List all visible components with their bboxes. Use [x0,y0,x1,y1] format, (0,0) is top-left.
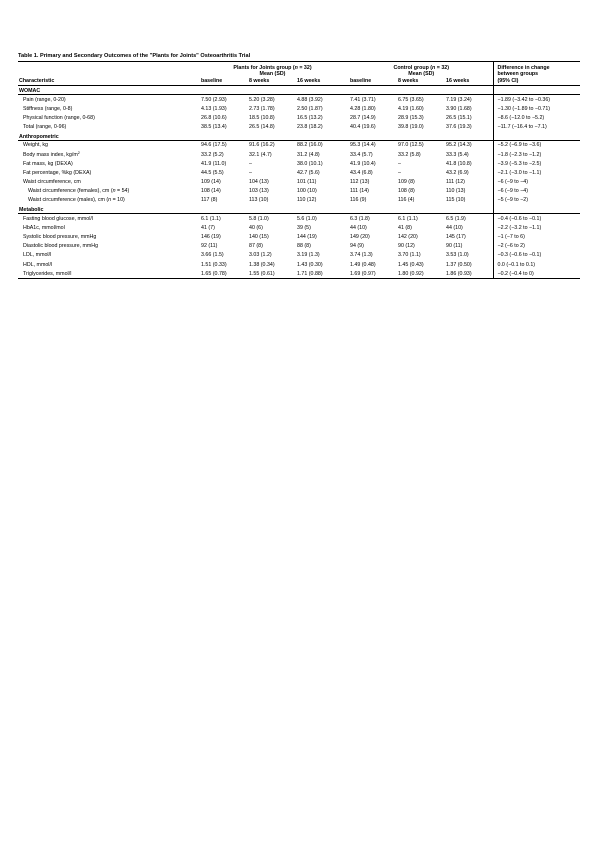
group2-16weeks-header: 16 weeks [445,77,493,86]
section-title: Anthropometric [18,132,200,141]
pfj-16weeks-value: 39 (5) [297,224,311,231]
section-spacer [445,86,493,95]
pfj-16weeks-value: 1.43 (0.30) [297,261,323,268]
table-row [18,95,580,105]
row-label [18,104,200,113]
control-8weeks-value: – [398,160,401,167]
outcomes-table-container [18,53,580,279]
pfj-baseline-value: 146 (19) [201,234,221,241]
control-baseline-value: 111 (14) [350,188,369,195]
control-16weeks-value: 26.5 (15.1) [446,114,472,121]
pfj-16weeks-value: 42.7 (5.6) [297,169,320,176]
pfj-8weeks-value: 1.38 (0.34) [249,261,275,268]
section-spacer [296,132,344,141]
table-row [18,140,580,150]
control-8weeks-value: 39.8 (19.0) [398,124,424,131]
row-label [18,260,200,269]
section-spacer [349,86,397,95]
pfj-16weeks-value: 1.71 (0.88) [296,269,344,279]
difference-value: −3.9 (−5.3 to −2.5) [493,159,580,168]
control-baseline-value: 112 (13) [350,179,370,186]
row-label [18,113,200,122]
row-label-superscript: 2 [77,150,80,155]
table-row [18,214,580,224]
control-16weeks-value: 1.37 (0.50) [446,261,472,268]
group1-mean-sd: Mean (SD) [259,71,286,77]
table-row [18,104,580,113]
control-baseline-value: 6.3 (1.8) [350,215,370,222]
row-label-text: Waist circumference, cm [23,179,81,186]
control-16weeks-value: 111 (12) [446,179,465,186]
pfj-baseline-value: 41.9 (11.0) [201,160,227,167]
difference-value: −0.3 (−0.6 to −0.1) [493,251,580,260]
control-16weeks-value: 1.86 (0.93) [445,269,493,279]
table-row [18,150,580,159]
row-label [18,95,200,105]
control-16weeks-value: 115 (10) [446,197,466,204]
row-label-text: HbA1c, mmol/mol [23,224,65,231]
section-spacer [397,205,445,214]
control-16weeks-value: 33.3 (5.4) [446,151,469,158]
control-16weeks-value: 43.2 (6.9) [446,169,469,176]
row-label [18,196,200,205]
diff-header-line2: between groups [493,71,580,77]
pfj-baseline-value: 3.66 (1.5) [201,252,224,259]
row-label-text: Waist circumference (females), cm (n = 54) [28,188,130,195]
difference-value: −1.89 (−3.42 to −0.36) [493,95,580,105]
table-row [18,242,580,251]
table-row [18,159,580,168]
outcomes-table [18,62,580,279]
control-baseline-value: 4.28 (1.80) [350,105,376,112]
row-label-text: Triglycerides, mmol/l [23,270,72,277]
pfj-8weeks-value: – [249,169,252,176]
difference-value: −0.4 (−0.6 to −0.1) [493,214,580,224]
difference-value: −2 (−6 to 2) [493,242,580,251]
pfj-8weeks-value: 103 (13) [249,188,269,195]
control-8weeks-value: 97.0 (12.5) [398,142,424,149]
table-row [18,260,580,269]
group1-baseline-header: baseline [200,77,248,86]
control-16weeks-value: 110 (13) [446,188,466,195]
control-baseline-value: 40.4 (19.6) [350,124,376,131]
pfj-baseline-value: 1.65 (0.78) [200,269,248,279]
row-label-text: Weight, kg [23,142,48,149]
control-8weeks-value: 90 (12) [398,243,415,250]
pfj-8weeks-value: 1.55 (0.61) [248,269,296,279]
pfj-16weeks-value: 144 (19) [297,234,317,241]
pfj-8weeks-value: 26.5 (14.8) [249,124,275,131]
section-spacer [493,205,580,214]
control-16weeks-value: 90 (11) [446,243,463,250]
diff-header-line1: Difference in change [493,62,580,71]
section-row [18,132,580,141]
pfj-16weeks-value: 31.2 (4.8) [297,151,320,158]
control-baseline-value: 33.4 (5.7) [350,151,373,158]
row-label [18,242,200,251]
pfj-8weeks-value: 3.03 (1.2) [249,252,272,259]
control-8weeks-value: 6.75 (3.65) [398,96,424,103]
pfj-baseline-value: 33.2 (5.2) [201,151,224,158]
row-label-text: Systolic blood pressure, mmHg [23,234,97,241]
section-spacer [445,132,493,141]
table-row [18,178,580,187]
difference-value: −5 (−9 to −2) [493,196,580,205]
pfj-16weeks-value: 4.88 (3.92) [297,96,323,103]
section-spacer [349,132,397,141]
section-spacer [397,86,445,95]
row-label-text: Total (range, 0-96) [23,124,67,131]
control-baseline-value: 94 (9) [350,243,364,250]
row-label [18,150,200,159]
row-label-text: Stiffness (range, 0-8) [23,105,73,112]
control-baseline-value: 1.49 (0.48) [350,261,376,268]
table-row [18,196,580,205]
section-spacer [296,205,344,214]
group1-title: Plants for Joints group (n = 32) [233,65,312,71]
pfj-8weeks-value: – [249,160,252,167]
difference-value: −1 (−7 to 6) [493,232,580,241]
section-spacer [296,86,344,95]
difference-value: −6 (−9 to −4) [493,178,580,187]
row-label-text: HDL, mmol/l [23,261,53,268]
section-spacer [397,132,445,141]
section-row [18,86,580,95]
control-16weeks-value: 44 (10) [446,224,463,231]
control-16weeks-value: 3.53 (1.0) [446,252,469,259]
control-8weeks-value: 28.9 (15.3) [398,114,424,121]
pfj-baseline-value: 6.1 (1.1) [201,215,221,222]
table-caption: Table 1. Primary and Secondary Outcomes of the "Plants for Joints" Osteoarthritis Trial [18,53,580,62]
characteristic-header: Characteristic [18,77,200,86]
control-baseline-value: 41.9 (10.4) [350,160,376,167]
pfj-8weeks-value: 104 (13) [249,179,269,186]
section-spacer [248,86,296,95]
pfj-16weeks-value: 88.2 (16.0) [297,142,323,149]
section-spacer [248,205,296,214]
table-row [18,113,580,122]
pfj-16weeks-value: 88 (8) [297,243,311,250]
row-label [18,232,200,241]
control-baseline-value: 44 (10) [350,224,367,231]
table-row [18,232,580,241]
pfj-baseline-value: 44.5 (5.5) [201,169,224,176]
control-16weeks-value: 3.90 (1.68) [446,105,472,112]
row-label [18,123,200,132]
control-baseline-value: 1.69 (0.97) [349,269,397,279]
difference-value: −2.1 (−3.0 to −1.1) [493,168,580,177]
pfj-16weeks-value: 38.0 (10.1) [297,160,323,167]
pfj-baseline-value: 41 (7) [201,224,215,231]
pfj-baseline-value: 92 (11) [201,243,218,250]
row-label [18,159,200,168]
control-baseline-value: 149 (20) [350,234,370,241]
table-row [18,251,580,260]
control-16weeks-value: 37.6 (19.3) [446,124,472,131]
control-8weeks-value: 1.45 (0.43) [398,261,424,268]
pfj-8weeks-value: 18.5 (10.8) [249,114,275,121]
control-baseline-value: 28.7 (14.9) [350,114,376,121]
row-label [18,140,200,150]
row-label-text: Physical function (range, 0-68) [23,114,95,121]
section-title: Metabolic [18,205,200,214]
group2-mean-sd: Mean (SD) [408,71,435,77]
control-8weeks-value: 1.80 (0.92) [397,269,445,279]
row-label-text: Fasting blood glucose, mmol/l [23,215,94,222]
group2-title: Control group (n = 32) [393,65,449,71]
control-baseline-value: 116 (9) [350,197,367,204]
pfj-8weeks-value: 91.6 (16.2) [249,142,275,149]
control-8weeks-value: 41 (8) [398,224,412,231]
pfj-baseline-value: 108 (14) [201,188,221,195]
row-label-text: Waist circumference (males), cm (n = 10) [28,197,125,204]
group2-8weeks-header: 8 weeks [397,77,445,86]
pfj-baseline-value: 109 (14) [201,179,221,186]
row-label-text: Fat mass, kg (DEXA) [23,160,73,167]
difference-value: −1.8 (−2.3 to −1.2) [493,150,580,159]
row-label-text: Body mass index, kg/m [23,151,78,158]
pfj-8weeks-value: 32.1 (4.7) [249,151,272,158]
control-baseline-value: 7.41 (3.71) [350,96,376,103]
pfj-16weeks-value: 2.50 (1.87) [297,105,323,112]
control-8weeks-value: 6.1 (1.1) [398,215,418,222]
pfj-baseline-value: 7.50 (2.93) [201,96,227,103]
pfj-16weeks-value: 3.19 (1.3) [297,252,320,259]
group1-16weeks-header: 16 weeks [296,77,344,86]
difference-value: 0.0 (−0.1 to 0.1) [493,260,580,269]
pfj-16weeks-value: 101 (11) [297,179,317,186]
control-8weeks-value: 4.19 (1.60) [398,105,424,112]
control-16weeks-value: 41.8 (10.8) [446,160,472,167]
difference-value: −11.7 (−16.4 to −7.1) [493,123,580,132]
control-8weeks-value: 3.70 (1.1) [398,252,421,259]
section-spacer [200,86,248,95]
pfj-baseline-value: 117 (8) [201,197,218,204]
diff-header-line3: (95% CI) [493,77,580,86]
group1-8weeks-header: 8 weeks [248,77,296,86]
row-label [18,168,200,177]
pfj-16weeks-value: 100 (10) [297,188,317,195]
pfj-8weeks-value: 113 (10) [249,197,269,204]
control-baseline-value: 43.4 (6.8) [350,169,373,176]
section-spacer [248,132,296,141]
pfj-8weeks-value: 140 (15) [249,234,269,241]
row-label [18,187,200,196]
row-label [18,269,200,279]
pfj-8weeks-value: 5.8 (1.0) [249,215,269,222]
control-baseline-value: 3.74 (1.3) [350,252,373,259]
control-8weeks-value: 109 (8) [398,179,415,186]
pfj-baseline-value: 4.13 (1.93) [201,105,227,112]
table-row [18,269,580,279]
control-16weeks-value: 6.5 (1.9) [446,215,466,222]
difference-value: −2.2 (−3.2 to −1.1) [493,223,580,232]
pfj-16weeks-value: 110 (12) [297,197,317,204]
section-spacer [493,86,580,95]
control-16weeks-value: 95.2 (14.3) [446,142,472,149]
row-label-text: Fat percentage, %kg (DEXA) [23,169,92,176]
section-spacer [200,205,248,214]
table-row [18,223,580,232]
section-spacer [349,205,397,214]
control-8weeks-value: – [398,169,401,176]
control-16weeks-value: 145 (17) [446,234,466,241]
control-8weeks-value: 142 (20) [398,234,418,241]
row-label-text: Pain (range, 0-20) [23,96,66,103]
section-title: WOMAC [18,86,200,95]
difference-value: −1.30 (−1.89 to −0.71) [493,104,580,113]
row-label [18,214,200,224]
section-spacer [200,132,248,141]
section-spacer [445,205,493,214]
pfj-8weeks-value: 87 (8) [249,243,263,250]
difference-value: −0.2 (−0.4 to 0) [493,269,580,279]
table-body [18,86,580,279]
row-label [18,223,200,232]
pfj-8weeks-value: 40 (6) [249,224,263,231]
control-16weeks-value: 7.19 (3.24) [446,96,472,103]
row-label [18,178,200,187]
row-label-text: LDL, mmol/l [23,252,52,259]
pfj-8weeks-value: 5.20 (3.28) [249,96,275,103]
pfj-16weeks-value: 23.8 (18.2) [297,124,323,131]
pfj-16weeks-value: 5.6 (1.0) [297,215,317,222]
pfj-baseline-value: 38.5 (13.4) [201,124,227,131]
row-label-text: Diastolic blood pressure, mmHg [23,243,99,250]
control-8weeks-value: 33.2 (5.8) [398,151,421,158]
pfj-baseline-value: 94.6 (17.5) [201,142,227,149]
control-baseline-value: 95.3 (14.4) [350,142,376,149]
control-8weeks-value: 116 (4) [398,197,415,204]
difference-value: −8.6 (−12.0 to −5.2) [493,113,580,122]
pfj-16weeks-value: 16.5 (13.2) [297,114,323,121]
control-8weeks-value: 108 (8) [398,188,415,195]
pfj-8weeks-value: 2.73 (1.78) [249,105,275,112]
section-spacer [493,132,580,141]
section-row [18,205,580,214]
pfj-baseline-value: 26.8 (10.6) [201,114,227,121]
group2-baseline-header: baseline [349,77,397,86]
difference-value: −6 (−9 to −4) [493,187,580,196]
table-row [18,123,580,132]
pfj-baseline-value: 1.51 (0.33) [201,261,227,268]
row-label [18,251,200,260]
table-row [18,187,580,196]
difference-value: −5.2 (−6.9 to −3.6) [493,140,580,150]
table-row [18,168,580,177]
